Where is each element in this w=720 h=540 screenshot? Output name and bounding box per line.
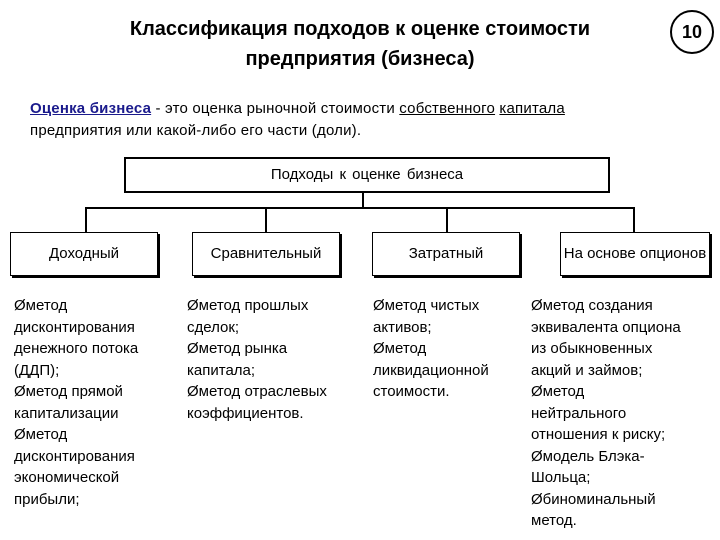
category-box-income: Доходный (10, 232, 158, 276)
method-line: Øметод (14, 426, 68, 443)
definition-u1: собственного (399, 100, 496, 117)
category-box-comparative: Сравнительный (192, 232, 340, 276)
method-line: ликвидационной (373, 361, 489, 379)
connector-4 (633, 207, 635, 232)
category-box-cost: Затратный (372, 232, 520, 276)
category-box-options: На основе опционов (560, 232, 710, 276)
method-line: экономической (14, 469, 120, 486)
method-line: дисконтирования (14, 447, 135, 465)
method-line: Øметод (373, 340, 427, 357)
definition-term: Оценка бизнеса (30, 100, 152, 117)
method-line: активов; (373, 318, 432, 336)
method-line: нейтрального (531, 404, 627, 422)
slide-title (60, 14, 660, 74)
method-line: Øметод прошлых (187, 297, 309, 314)
definition-line-1 (30, 98, 710, 120)
title-line-1: Классификация подходов к оценке стоимости (129, 18, 591, 40)
method-line: акций и займов; (531, 361, 643, 379)
method-line: стоимости. (373, 383, 450, 400)
method-line: капитализации (14, 404, 119, 422)
method-line: Øметод (14, 297, 68, 314)
definition-line-2: предприятия или какой-либо его части (доли). (30, 122, 362, 139)
method-line: Øметод (531, 383, 585, 400)
method-line: капитала; (187, 361, 256, 379)
connector-horizontal (85, 207, 635, 209)
definition-u2: капитала (499, 100, 565, 117)
method-line: сделок; (187, 318, 240, 336)
connector-1 (85, 207, 87, 232)
method-line: Øметод отраслевых (187, 383, 327, 400)
page-number-badge: 10 (670, 10, 714, 54)
method-line: из обыкновенных (531, 340, 653, 357)
connector-root-down (362, 193, 364, 208)
method-line: денежного потока (14, 340, 139, 357)
root-box: Подходы к оценке бизнеса (124, 157, 610, 193)
methods-cost (373, 295, 489, 403)
method-line: коэффициентов. (187, 404, 304, 422)
method-line: отношения к риску; (531, 426, 666, 443)
method-line: Øметод чистых (373, 297, 480, 314)
method-line: Øметод прямой (14, 383, 123, 400)
method-line: Øметод рынка (187, 340, 288, 357)
method-line: Шольца; (531, 469, 591, 486)
methods-options (531, 295, 681, 532)
method-line: прибыли; (14, 490, 80, 508)
definition-text (30, 98, 710, 142)
method-line: метод. (531, 512, 577, 529)
method-line: (ДДП); (14, 361, 60, 379)
connector-2 (265, 207, 267, 232)
method-line: Øметод создания (531, 297, 653, 314)
method-line: эквивалента опциона (531, 318, 681, 336)
definition-dash: - это оценка рыночной стоимости (151, 100, 400, 117)
methods-comparative (187, 295, 327, 424)
method-line: Øмодель Блэка- (531, 447, 645, 465)
method-line: дисконтирования (14, 318, 135, 336)
method-line: Øбиноминальный (531, 490, 656, 508)
connector-3 (446, 207, 448, 232)
methods-income (14, 295, 138, 510)
title-line-2: предприятия (бизнеса) (245, 48, 475, 70)
